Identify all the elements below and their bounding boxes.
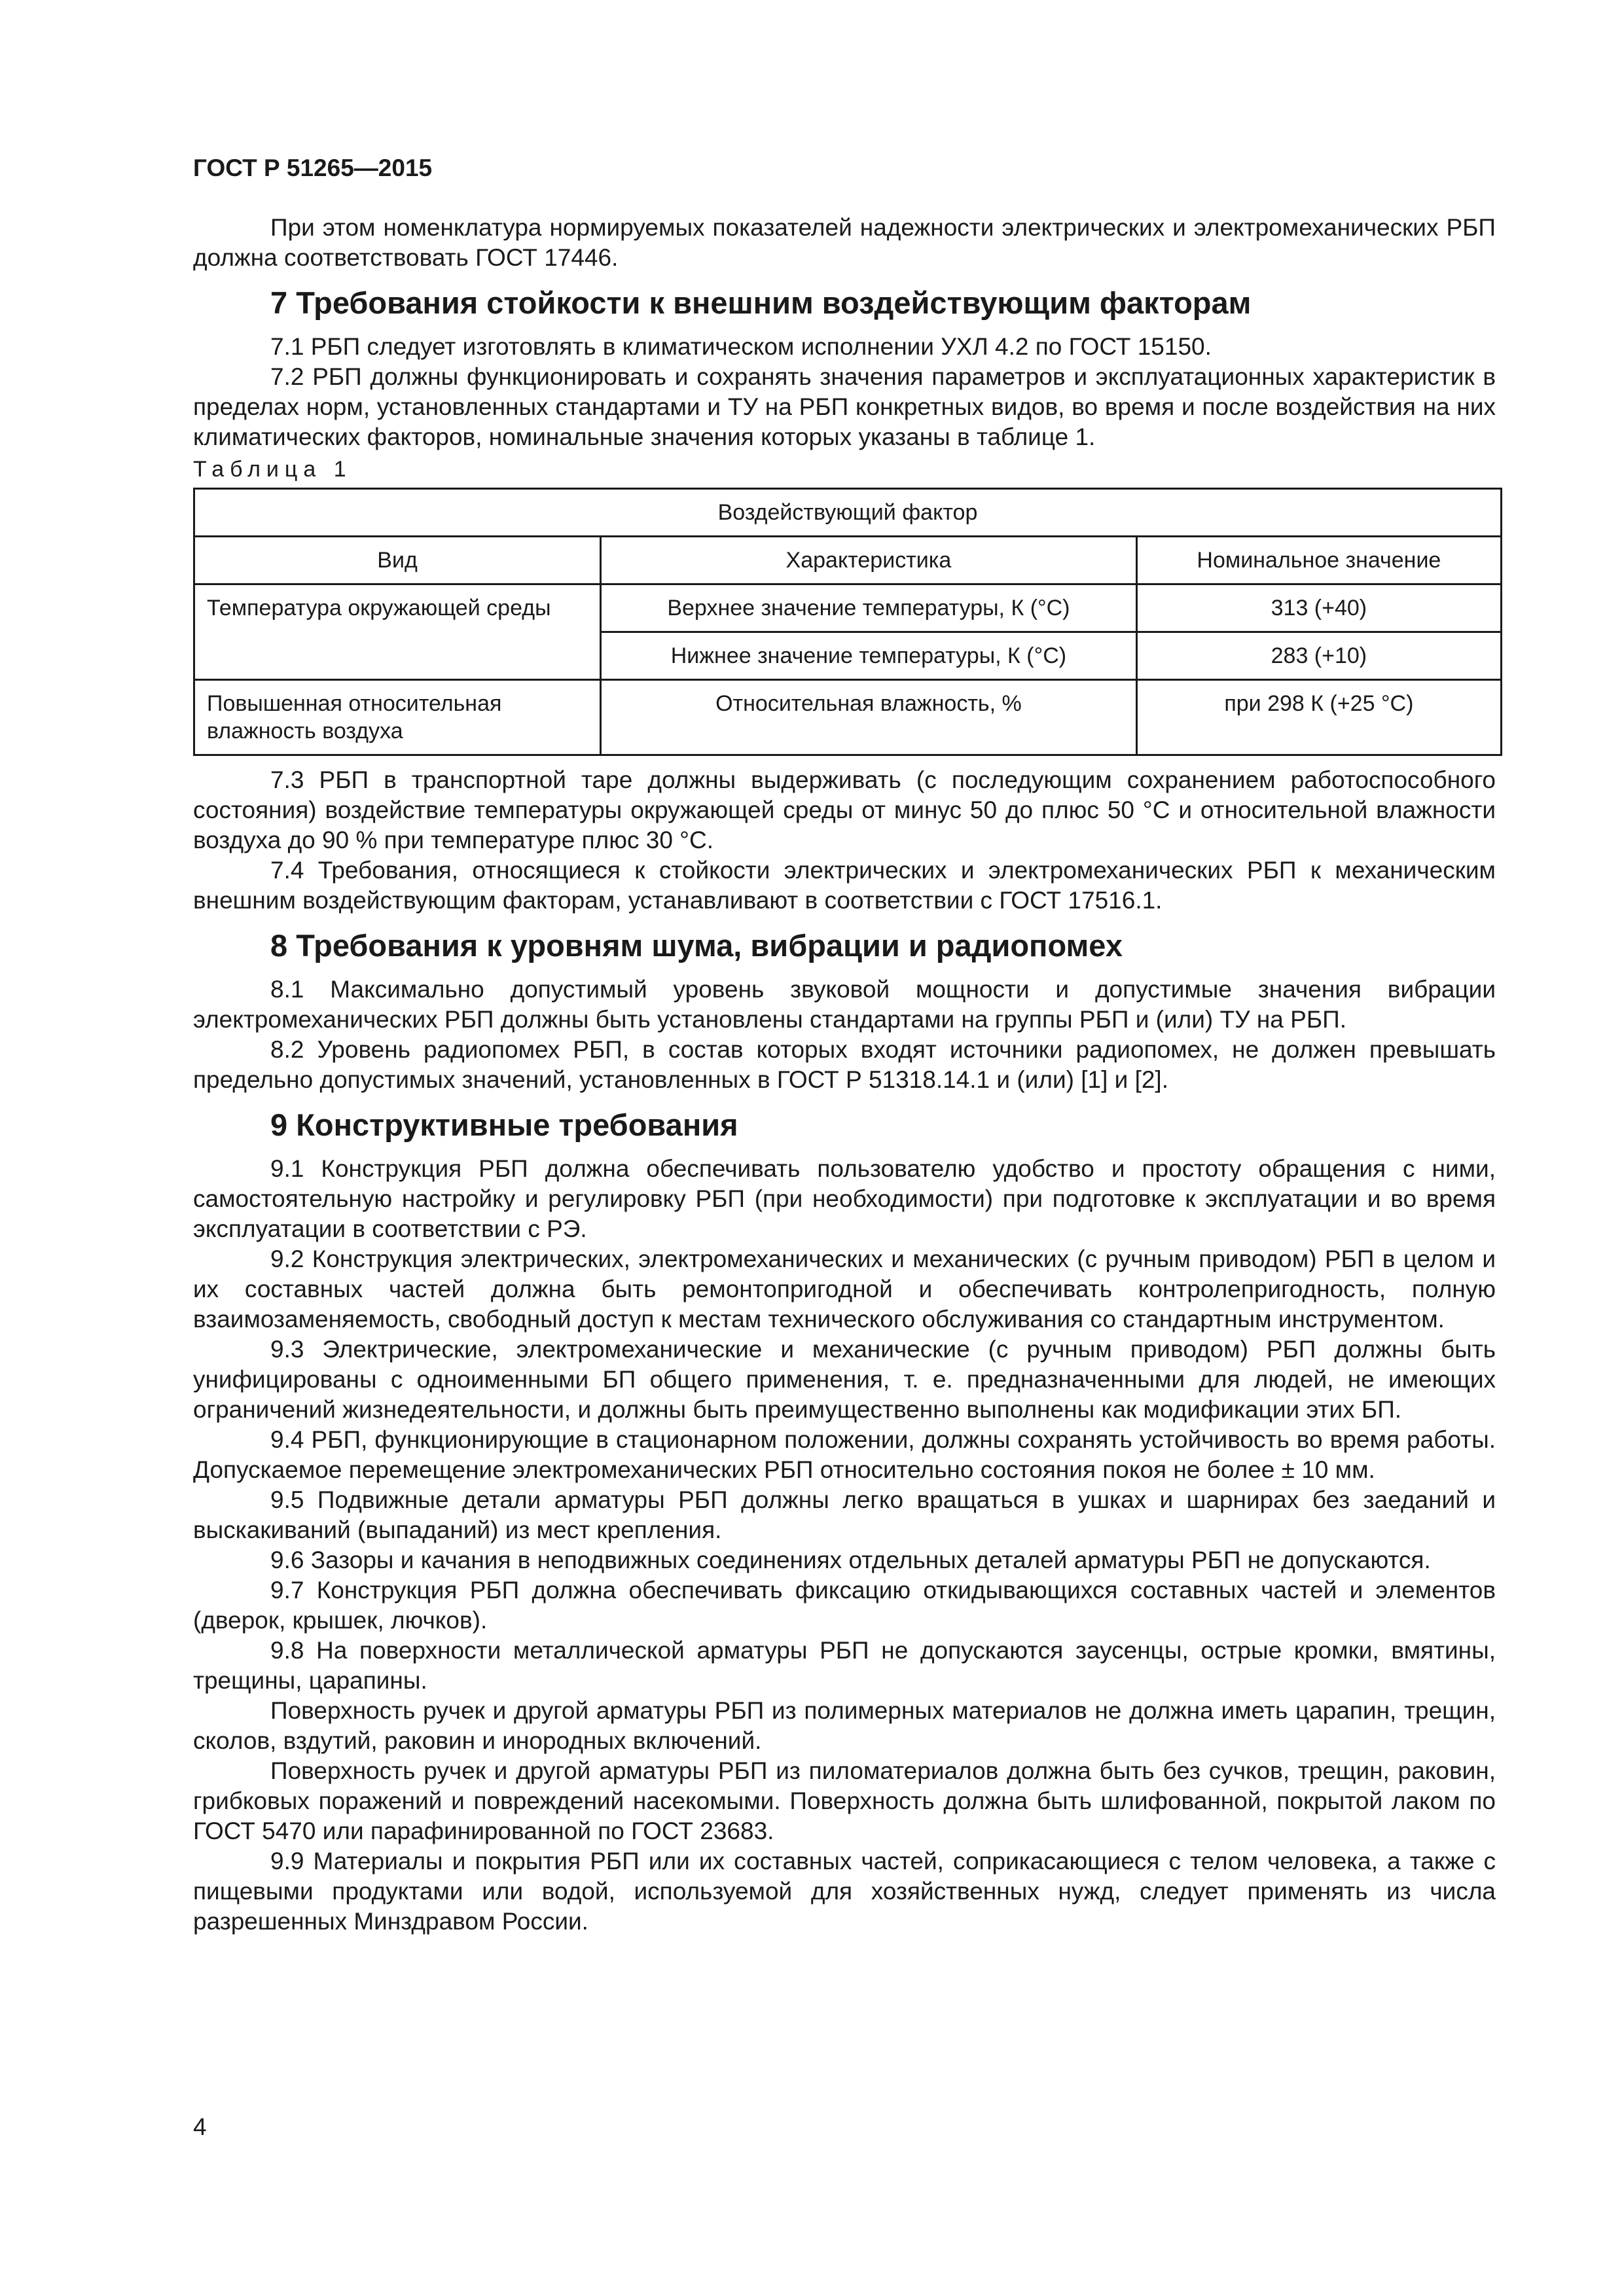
paragraph-9-4: 9.4 РБП, функционирующие в стационарном положении, должны сохранять устойчивость во время работы. Допускаемое перемещение электромеханических РБП относительно состояния покоя не более ± 10 мм. [193,1426,1496,1483]
table-cell: Верхнее значение температуры, К (°С) [601,584,1137,632]
paragraph-9-7: 9.7 Конструкция РБП должна обеспечивать фиксацию откидывающихся составных частей и элементов (дверок, крышек, лючков). [193,1577,1496,1634]
paragraph-7-3: 7.3 РБП в транспортной таре должны выдерживать (с последующим сохранением работоспособного состояния) воздействие температуры окружающей среды от минус 50 до плюс 50 °С и относительной влажности воздуха до 90 % при температуре плюс 30 °С. [193,766,1496,853]
paragraph-8-1: 8.1 Максимально допустимый уровень звуковой мощности и допустимые значения вибрации электромеханических РБП должны быть установлены стандартами на группы РБП и (или) ТУ на РБП. [193,976,1496,1033]
table-row [194,584,1502,632]
paragraph-9-6: 9.6 Зазоры и качания в неподвижных соединениях отдельных деталей арматуры РБП не допускаются. [270,1547,1431,1573]
page-number: 4 [193,2113,207,2140]
table-caption: Таблица 1 [193,457,352,482]
paragraph-7-4: 7.4 Требования, относящиеся к стойкости электрических и электромеханических РБП к механическим внешним воздействующим факторам, устанавливают в соответствии с ГОСТ 17516.1. [193,857,1496,914]
paragraph-9-2: 9.2 Конструкция электрических, электромеханических и механических (с ручным приводом) РБП в целом и их составных частей должна быть ремонтопригодной и обеспечивать контролепригодность, полную взаимозаменяемость, свободный доступ к местам технического обслуживания со стандартным инструментом. [193,1246,1496,1333]
table-cell: при 298 К (+25 °С) [1136,680,1501,755]
table-column-header: Вид [194,537,601,584]
table-header-row [194,537,1502,584]
table-cell: 313 (+40) [1136,584,1501,632]
section-9-title: 9 Конструктивные требования [270,1107,738,1142]
paragraph-9-8-lumber: Поверхность ручек и другой арматуры РБП из пиломатериалов должна быть без сучков, трещин, раковин, грибковых поражений и повреждений насекомыми. Поверхность должна быть шлифованной, покрытой лаком по ГОСТ 5470 или парафинированной по ГОСТ 23683. [193,1757,1496,1844]
document-page [193,154,1496,1937]
table-cell: Повышенная относительная влажность воздуха [194,680,601,755]
table-cell: Температура окружающей среды [194,584,601,680]
table-cell: 283 (+10) [1136,632,1501,680]
paragraph-9-9: 9.9 Материалы и покрытия РБП или их составных частей, соприкасающиеся с телом человека, а также с пищевыми продуктами или водой, используемой для хозяйственных нужд, следует применять из числа разрешенных Минздравом России. [193,1848,1496,1935]
table-cell: Относительная влажность, % [601,680,1137,755]
section-7-title: 7 Требования стойкости к внешним воздействующим факторам [270,285,1252,320]
table-group-header: Воздействующий фактор [194,489,1502,537]
paragraph-9-5: 9.5 Подвижные детали арматуры РБП должны легко вращаться в ушках и шарнирах без заеданий и выскакиваний (выпаданий) из мест крепления. [193,1486,1496,1543]
table-cell: Нижнее значение температуры, К (°С) [601,632,1137,680]
climate-factors-table [193,488,1502,756]
paragraph-9-8-polymer: Поверхность ручек и другой арматуры РБП из полимерных материалов не должна иметь царапин, трещин, сколов, вздутий, раковин и инородных включений. [193,1697,1496,1754]
table-header-row [194,489,1502,537]
intro-paragraph: При этом номенклатура нормируемых показателей надежности электрических и электромеханических РБП должна соответствовать ГОСТ 17446. [193,214,1496,271]
paragraph-7-1: 7.1 РБП следует изготовлять в климатическом исполнении УХЛ 4.2 по ГОСТ 15150. [270,333,1212,360]
paragraph-9-3: 9.3 Электрические, электромеханические и механические (с ручным приводом) РБП должны быть унифицированы с одноименными БП общего применения, т. е. предназначенными для людей, не имеющих ограничений жизнедеятельности, и должны быть преимущественно выполнены как модификации этих БП. [193,1336,1496,1423]
paragraph-7-2: 7.2 РБП должны функционировать и сохранять значения параметров и эксплуатационных характеристик в пределах норм, установленных стандартами и ТУ на РБП конкретных видов, во время и после воздействия на них климатических факторов, номинальные значения которых указаны в таблице 1. [193,363,1496,450]
paragraph-8-2: 8.2 Уровень радиопомех РБП, в состав которых входят источники радиопомех, не должен превышать предельно допустимых значений, установленных в ГОСТ Р 51318.14.1 и (или) [1] и [2]. [193,1036,1496,1093]
document-id-header: ГОСТ Р 51265—2015 [193,154,433,181]
section-8-title: 8 Требования к уровням шума, вибрации и радиопомех [270,928,1123,963]
paragraph-9-8: 9.8 На поверхности металлической арматуры РБП не допускаются заусенцы, острые кромки, вмятины, трещины, царапины. [193,1637,1496,1694]
table-column-header: Характеристика [601,537,1137,584]
paragraph-9-1: 9.1 Конструкция РБП должна обеспечивать пользователю удобство и простоту обращения с ними, самостоятельную настройку и регулировку РБП (при необходимости) при подготовке к эксплуатации и во время эксплуатации в соответствии с РЭ. [193,1155,1496,1242]
table-column-header: Номинальное значение [1136,537,1501,584]
table-row [194,680,1502,755]
